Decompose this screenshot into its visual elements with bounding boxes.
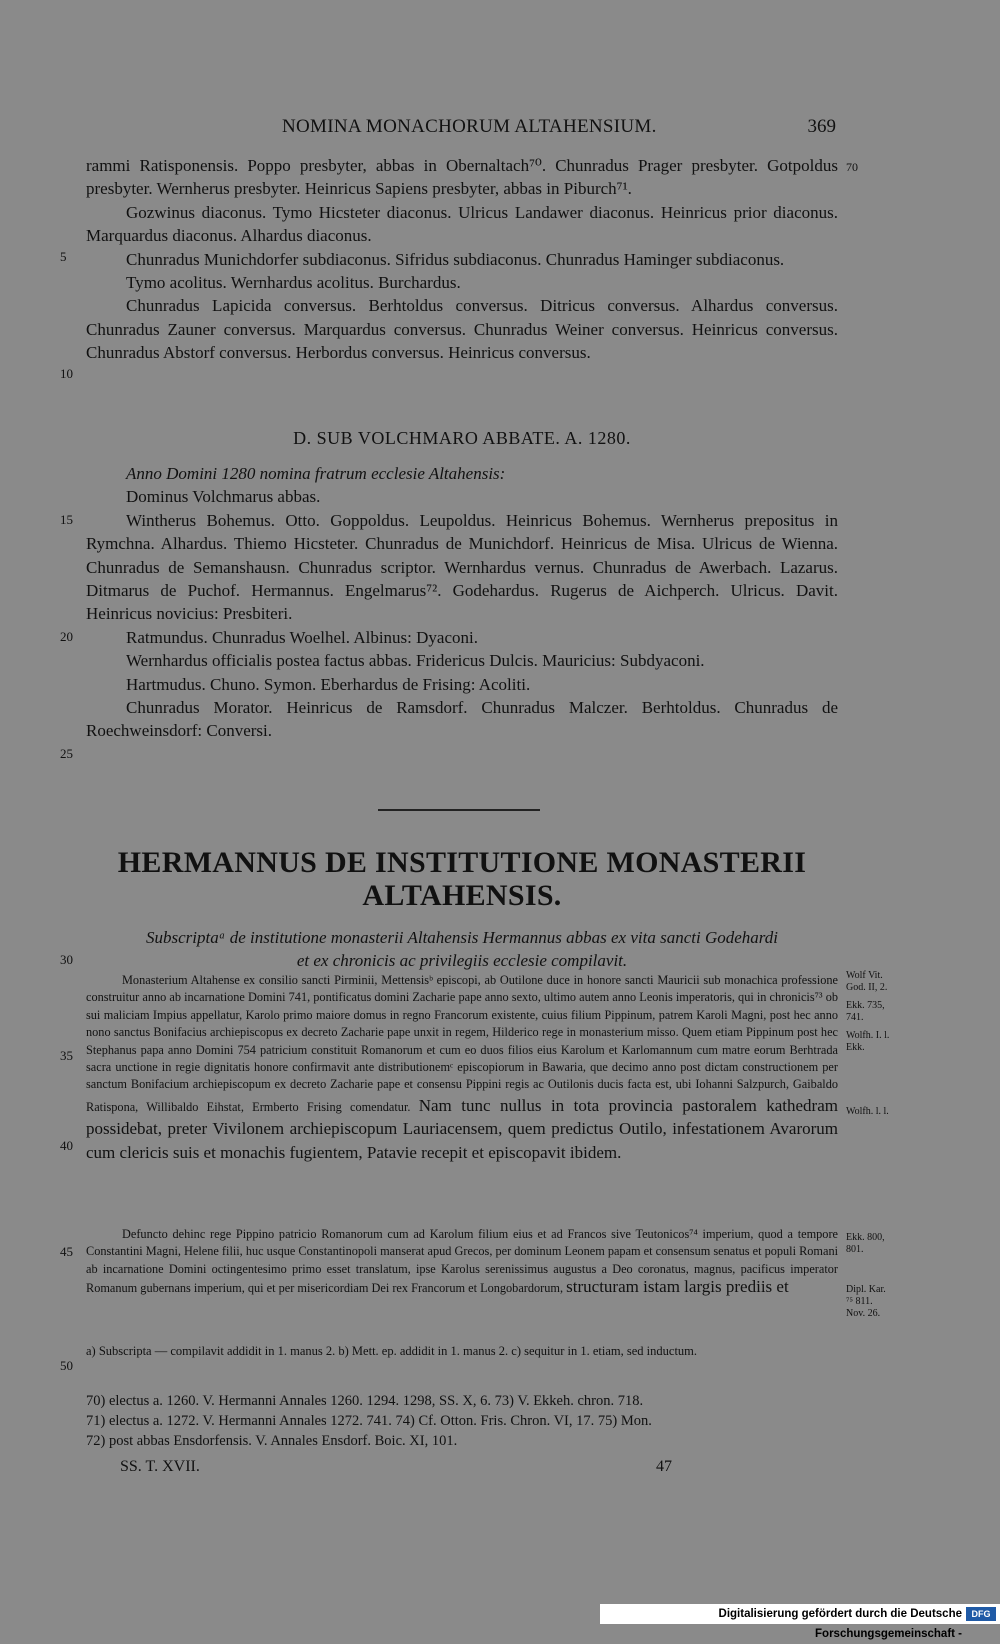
running-title: NOMINA MONACHORUM ALTAHENSIUM. xyxy=(282,116,657,137)
line-number: 35 xyxy=(60,1048,73,1063)
volume-mark: SS. T. XVII. xyxy=(120,1458,200,1475)
large-text: Nam tunc nullus in tota provincia pastoralem kathedram possidebat, preter Vivilonem archiepiscopum Lauriacensem, quem predictus Outilo, infestationem Avarorum cum clericis suis et monachis fugientem, Patavie recepit et episcopavit ibidem. xyxy=(86,1095,838,1162)
footnotes-letters: a) Subscripta — compilavit addidit in 1. manus 2. b) Mett. ep. addidit in 1. manus 2. c) sequitur in 1. etiam, sed inductum. xyxy=(86,1344,698,1358)
subscript-line: et ex chronicis ac privilegiis ecclesie compilavit. xyxy=(296,951,628,970)
paragraph: Hartmudus. Chuno. Symon. Eberhardus de Frising: Acoliti. xyxy=(126,674,531,694)
margin-number: 70 xyxy=(846,160,858,174)
paragraph: Wintherus Bohemus. Otto. Goppoldus. Leupoldus. Heinricus Bohemus. Wernherus prepositus in Rymchna. Alhardus. Thiemo Hicsteter. Chunradus de Munichdorf. Heinricus de Misa. Ulricus de Wienna. Chunradus de Semanshausn. Chunradus scriptor. Wernhardus vernus. Chunradus de Awerbach. Lazarus. Ditmarus de Puchof. Hermannus. Engelmarus⁷². Godehardus. Rugerus de Aichperch. Ulricus. Davit. Heinricus novicius: Presbiteri. xyxy=(86,510,838,624)
title-line: HERMANNUS DE INSTITUTIONE MONASTERII xyxy=(117,846,807,879)
side-note: Dipl. Kar. ⁷⁵ 811. Nov. 26. xyxy=(846,1284,886,1319)
dfg-notice xyxy=(600,1604,1000,1640)
paragraph: Chunradus Morator. Heinricus de Ramsdorf. Chunradus Malczer. Berhtoldus. Chunradus de Roechweinsdorf: Conversi. xyxy=(86,698,838,741)
section-2 xyxy=(86,462,838,743)
footnote-line: 70) electus a. 1260. V. Hermanni Annales 1260. 1294. 1298, SS. X, 6. 73) V. Ekkeh. chron. 718. xyxy=(86,1393,644,1409)
line-number: 15 xyxy=(60,512,73,527)
paragraph: Wernhardus officialis postea factus abbas. Fridericus Dulcis. Mauricius: Subdyaconi. xyxy=(126,651,705,671)
side-note: Ekk. 800, 801. xyxy=(846,1232,885,1255)
side-note: Wolf Vit. God. II, 2. xyxy=(846,970,888,993)
line-number: 50 xyxy=(60,1358,73,1373)
large-text: structuram istam largis prediis et xyxy=(566,1277,789,1297)
footnote-line: 72) post abbas Ensdorfensis. V. Annales Ensdorf. Boic. XI, 101. xyxy=(86,1433,458,1449)
page-footer xyxy=(86,1458,838,1480)
paragraph: Gozwinus diaconus. Tymo Hicsteter diaconus. Ulricus Landawer diaconus. Heinricus prior diaconus. Marquardus diaconus. Alhardus diaconus. xyxy=(86,202,838,246)
paragraph: Chunradus Munichdorfer subdiaconus. Sifridus subdiaconus. Chunradus Haminger subdiaconus. xyxy=(126,249,785,269)
section-heading: D. SUB VOLCHMARO ABBATE. A. 1280. xyxy=(293,428,631,448)
dfg-logo-icon: DFG xyxy=(966,1607,996,1621)
paragraph: Dominus Volchmarus abbas. xyxy=(126,487,321,507)
small-text: Monasterium Altahense ex consilio sancti Pirminii, Mettensisᵇ episcopi, ab Outilone duce in honore sancti Mauricii sub monachica professione construitur anno ab incarnatione Domini 741, pontificatus domini Zacharie pape anno sexto, ultimo autem anno Leonis imperatoris, qui in chronicis⁷³ ob sui maliciam Impius appellatur, Karolo primo maiore domus in regno Francorum existente, cuius filium Pippinum, patrem Karoli Magni, post hec anno nono sanctus Bonifacius archiepiscopus ex decreto Zacharie pape unxit in regem, Hilderico rege in monasterium misso. Quem etiam Pippinum post hec Stephanus papa anno Domini 754 patricium constituit Romanorum et cum eo duos filios eius Karolum et Karlomannum cum matre eorum Berhtrada sacra unctione in regie dignitatis honore confirmavit ante distributionemᶜ episcopiorum in Bawaria, que decimo anno post dictam constructionem per sanctum Bonifacium archiepiscopum ex decreto Zacharie pape et consensu Pippini regis ac Outilonis ducis facta est, ubi Iohanni Salzpurch, Gaibaldo Ratispona, Willibaldo Eihstat, Ermberto Frising comendatur. xyxy=(86,973,838,1114)
line-number: 10 xyxy=(60,366,73,381)
line-number: 45 xyxy=(60,1244,73,1259)
line-number: 20 xyxy=(60,629,73,644)
line-number: 25 xyxy=(60,746,73,761)
work-title xyxy=(86,846,838,912)
small-text: Defuncto dehinc rege Pippino patricio Romanorum cum ad Karolum filium eius et ad Francos sive Teutonicos⁷⁴ imperium, quod a tempore Constantini Magni, Helene filii, huc usque Constantinopoli manserat apud Grecos, per dominum Leonem papam et consensum senatus et populi Romani ab incarnatione Domini octingentesimo primo esset translatum, ipse Karolus serenissimus augustus a Deo coronatus, magnus, pacificus imperator Romanum gubernans imperium, qui et per misericordiam Dei rex Francorum et Longobardorum, xyxy=(86,1227,839,1296)
footnotes-numbers xyxy=(86,1391,838,1451)
footnote-line: 71) electus a. 1272. V. Hermanni Annales 1272. 741. 74) Cf. Otton. Fris. Chron. VI, 17. 75) Mon. xyxy=(86,1413,652,1429)
dfg-notice-text: Digitalisierung gefördert durch die Deutsche Forschungsgemeinschaft - xyxy=(718,1608,962,1640)
page-number: 369 xyxy=(807,116,836,137)
side-note: Wolfh. I. l. Ekk. xyxy=(846,1030,890,1053)
body-text-1 xyxy=(86,972,838,1164)
side-note: Ekk. 735, 741. xyxy=(846,1000,885,1023)
paragraph: Chunradus Lapicida conversus. Berhtoldus conversus. Ditricus conversus. Alhardus conversus. Chunradus Zauner conversus. Marquardus conversus. Chunradus Weiner conversus. Heinricus conversus. Chunradus Abstorf conversus. Herbordus conversus. Heinricus conversus. xyxy=(86,296,838,363)
line-number: 5 xyxy=(60,249,67,264)
paragraph: Tymo acolitus. Wernhardus acolitus. Burchardus. xyxy=(126,273,461,293)
side-note: Wolfh. l. l. xyxy=(846,1106,889,1117)
page-header xyxy=(86,116,836,144)
line-number: 40 xyxy=(60,1138,73,1153)
title-line: ALTAHENSIS. xyxy=(362,879,562,912)
paragraph: rammi Ratisponensis. Poppo presbyter, abbas in Obernaltach⁷⁰. Chunradus Prager presbyter. Gotpoldus presbyter. Wernherus presbyter. Heinricus Sapiens presbyter, abbas in Piburch⁷¹. xyxy=(86,156,838,199)
paragraph: Ratmundus. Chunradus Woelhel. Albinus: Dyaconi. xyxy=(126,627,478,647)
line-number: 30 xyxy=(60,952,73,967)
signature-mark: 47 xyxy=(656,1458,672,1475)
body-text-2 xyxy=(86,1226,838,1298)
subscript-line: Subscriptaᵃ de institutione monasterii Altahensis Hermannus abbas ex vita sancti Godehardi xyxy=(146,928,778,947)
section-divider xyxy=(378,809,540,811)
intro: Anno Domini 1280 nomina fratrum ecclesie Altahensis: xyxy=(126,464,506,483)
section-1 xyxy=(86,154,838,365)
subscript xyxy=(86,926,838,972)
